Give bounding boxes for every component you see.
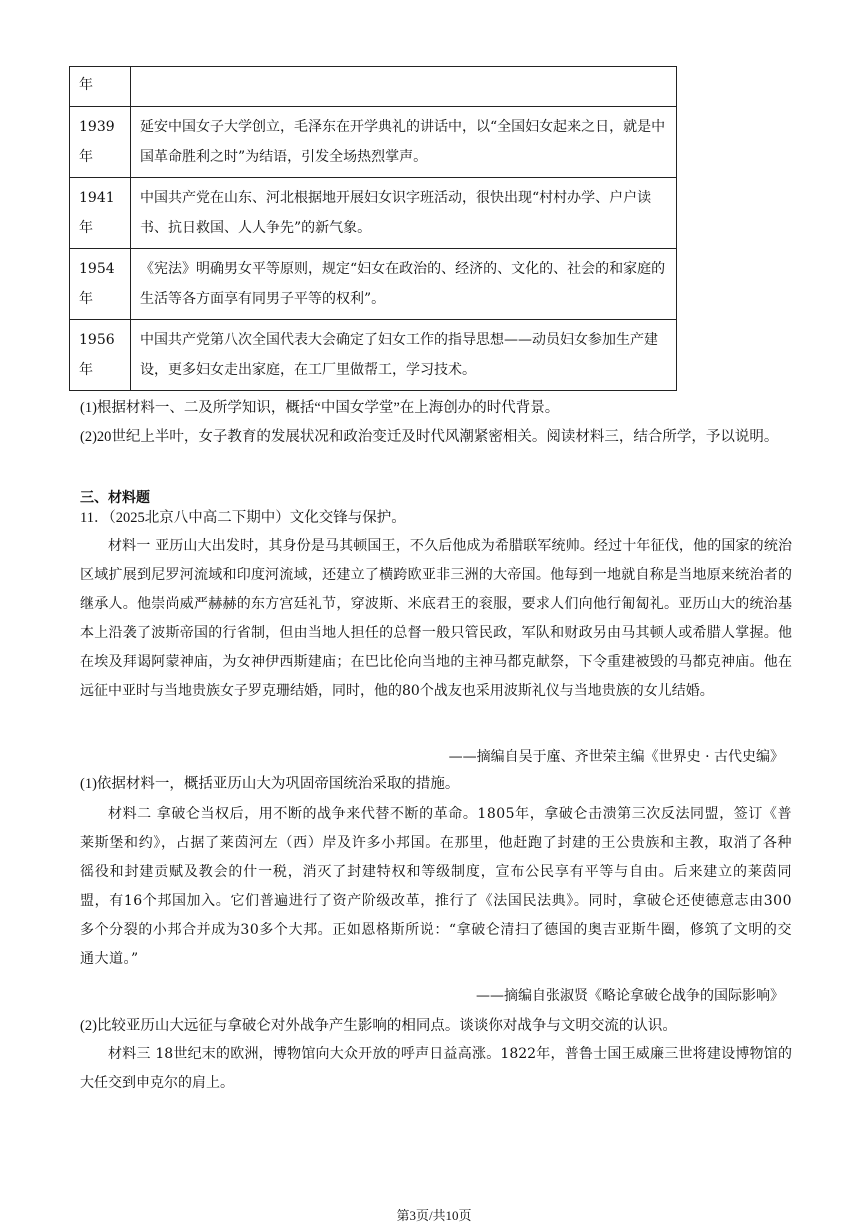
- event-cell: 中国共产党在山东、河北根据地开展妇女识字班活动，很快出现“村村办学、户户读书、抗日救国、人人争先”的新气象。: [131, 178, 677, 249]
- question-10-2: (2)20世纪上半叶，女子教育的发展状况和政治变迁及时代风潮紧密相关。阅读材料三，结合所学，予以说明。: [80, 429, 779, 445]
- event-cell: 《宪法》明确男女平等原则，规定“妇女在政治的、经济的、文化的、社会的和家庭的生活等各方面享有同男子平等的权利”。: [131, 249, 677, 320]
- year-cell: 1941年: [70, 178, 131, 249]
- year-cell: 1956年: [70, 320, 131, 391]
- question-10-1: (1)根据材料一、二及所学知识，概括“中国女学堂”在上海创办的时代背景。: [80, 400, 560, 416]
- year-cell: 年: [70, 67, 131, 107]
- material-1-source: ——摘编自吴于廑、齐世荣主编《世界史 · 古代史编》: [448, 749, 784, 765]
- event-cell: 延安中国女子大学创立，毛泽东在开学典礼的讲话中，以“全国妇女起来之日，就是中国革命胜利之时”为结语，引发全场热烈掌声。: [131, 107, 677, 178]
- year-cell: 1939年: [70, 107, 131, 178]
- material-3: 材料三 18世纪末的欧洲，博物馆向大众开放的呼声日益高涨。1822年，普鲁士国王威廉三世将建设博物馆的大任交到申克尔的肩上。: [80, 1046, 792, 1091]
- material-2-source: ——摘编自张淑贤《略论拿破仑战争的国际影响》: [476, 988, 784, 1004]
- year-cell: 1954年: [70, 249, 131, 320]
- table-row: [70, 107, 677, 178]
- event-cell: 中国共产党第八次全国代表大会确定了妇女工作的指导思想——动员妇女参加生产建设，更多妇女走出家庭，在工厂里做帮工，学习技术。: [131, 320, 677, 391]
- material-2: 材料二 拿破仑当权后，用不断的战争来代替不断的革命。1805年，拿破仑击溃第三次反法同盟，签订《普莱斯堡和约》，占据了莱茵河左（西）岸及许多小邦国。在那里，他赶跑了封建的王公贵族和主教，取消了各种徭役和封建贡赋及教会的什一税，消灭了封建特权和等级制度，宣布公民享有平等与自由。后来建立的莱茵同盟，有16个邦国加入。它们普遍进行了资产阶级改革，推行了《法国民法典》。同时，拿破仑还使德意志由300多个分裂的小邦合并成为30多个大邦。正如恩格斯所说：“拿破仑清扫了德国的奥吉亚斯牛圈，修筑了文明的交通大道。”: [80, 806, 792, 967]
- history-table: [69, 66, 677, 391]
- question-11-title: 11．（2025北京八中高二下期中）文化交锋与保护。: [80, 510, 406, 526]
- question-11-2: (2)比较亚历山大远征与拿破仑对外战争产生影响的相同点。谈谈你对战争与文明交流的认识。: [80, 1018, 677, 1034]
- event-cell: [131, 67, 677, 107]
- question-11-1: (1)依据材料一，概括亚历山大为巩固帝国统治采取的措施。: [80, 776, 460, 792]
- table-row: [70, 320, 677, 391]
- page-footer: 第3页/共10页: [396, 1208, 472, 1223]
- table-row: [70, 67, 677, 107]
- section-heading: 三、材料题: [80, 490, 150, 506]
- material-1: 材料一 亚历山大出发时，其身份是马其顿国王，不久后他成为希腊联军统帅。经过十年征伐，他的国家的统治区域扩展到尼罗河流域和印度河流域，还建立了横跨欧亚非三洲的大帝国。他每到一地就自称是当地原来统治者的继承人。他崇尚威严赫赫的东方宫廷礼节，穿波斯、米底君王的衮服，要求人们向他行匍匐礼。亚历山大的统治基本上沿袭了波斯帝国的行省制，但由当地人担任的总督一般只管民政，军队和财政另由马其顿人或希腊人掌握。他在埃及拜谒阿蒙神庙，为女神伊西斯建庙；在巴比伦向当地的主神马都克献祭，下令重建被毁的马都克神庙。他在远征中亚时与当地贵族女子罗克珊结婚，同时，他的80个战友也采用波斯礼仪与当地贵族的女儿结婚。: [80, 538, 792, 699]
- table-row: [70, 178, 677, 249]
- table-row: [70, 249, 677, 320]
